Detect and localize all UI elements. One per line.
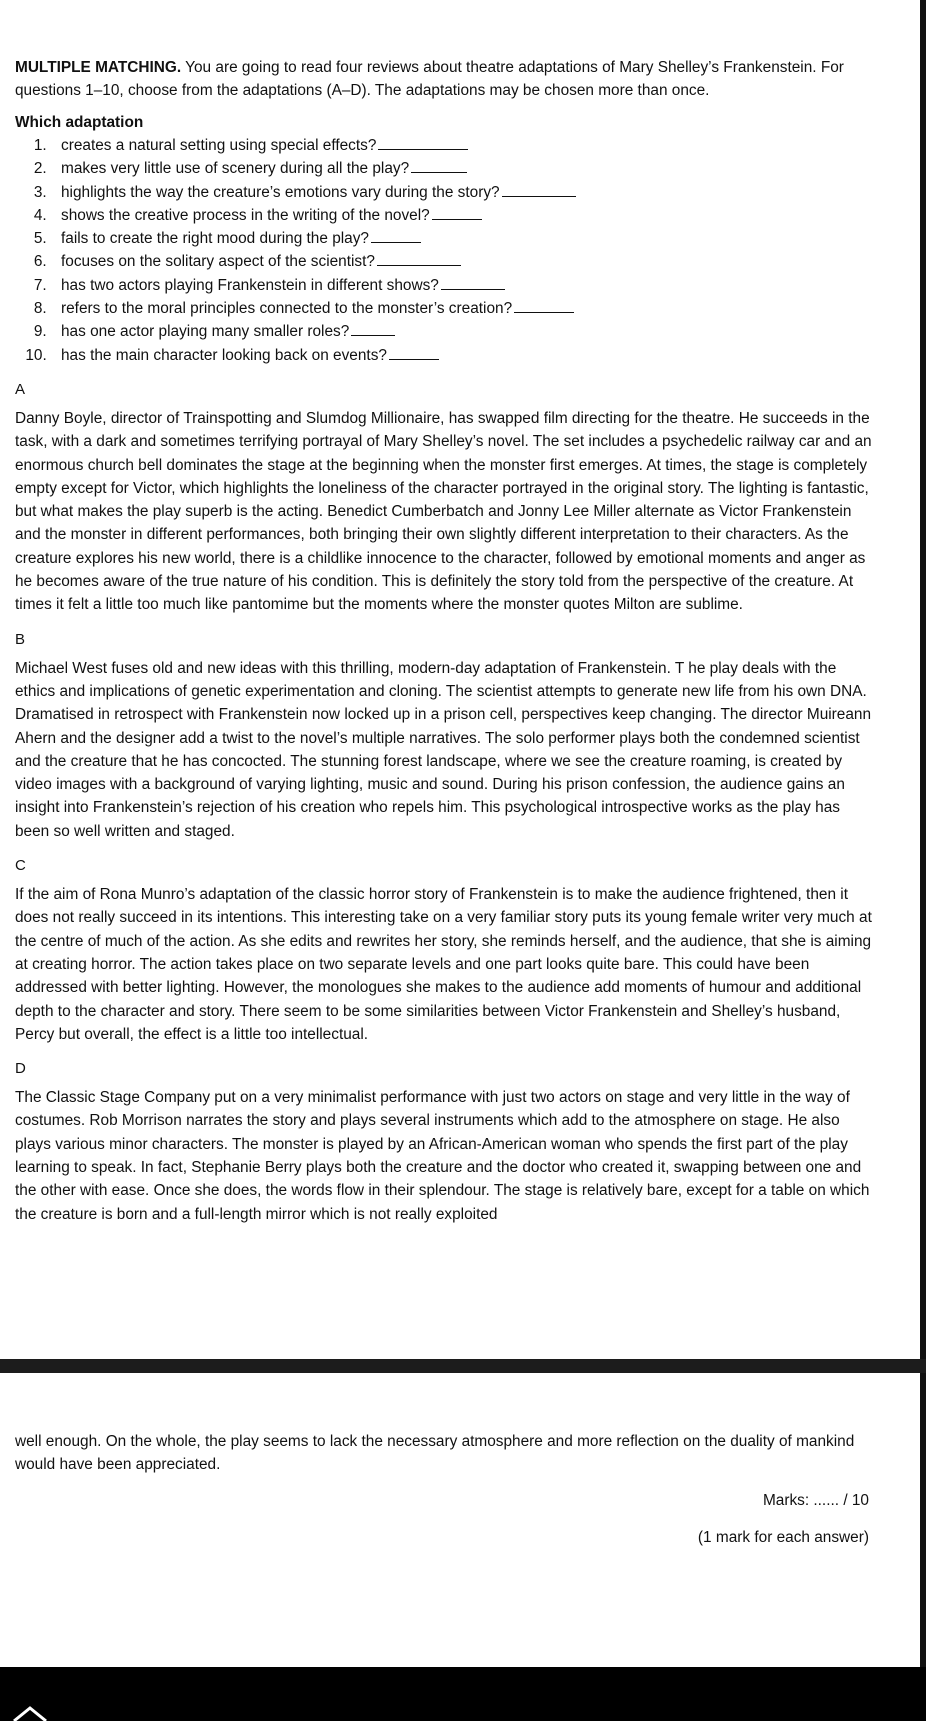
review-text: Michael West fuses old and new ideas with this thrilling, modern-day adaptation of Frankenstein. T he play deals with the ethics and implications of genetic experimentation and cloning. The scientist attempts to generate new life from his own DNA. Dramatised in retrospect with Frankenstein now locked up in a prison cell, perspectives keep changing. The director Muireann Ahern and the designer add a twist to the novel’s multiple narratives. The solo performer plays both the condemned scientist and the creature that he has concocted. The stunning forest landscape, where we see the creature roaming, is created by video images with a background of varying lighting, music and sound. During his prison confession, the audience gains an insight into Frankenstein’s rejection of his creation who repels him. This psychological introspective works as the play has been so well written and staged.: [15, 659, 872, 840]
instructions-text: You are going to read four reviews about theatre adaptations of Mary Shelley’s Frankenstein. For questions 1–10, choose from the adaptations (A–D). The adaptations may be chosen more than once.: [15, 59, 844, 99]
review-text: If the aim of Rona Munro’s adaptation of the classic horror story of Frankenstein is to make the audience frightened, then it does not really succeed in its intentions. This interesting take on a very familiar story puts its young female writer very much at the centre of much of the action. As she edits and rewrites her story, she reminds herself, and the audience, that she is aiming at creating horror. The action takes place on two separate levels and one part looks quite bare. This could have been addressed with better lighting. However, the monologues she makes to the audience add moments of humour and additional depth to the character and story. There seem to be some similarities between Victor Frankenstein and Shelley’s husband, Percy but overall, the effect is a little too intellectual.: [15, 886, 872, 1043]
bottom-toolbar: [0, 1667, 926, 1721]
question-text: has two actors playing Frankenstein in different shows?: [61, 276, 439, 294]
review-a: [15, 379, 875, 617]
answer-blank[interactable]: [377, 253, 461, 266]
question-item: [51, 204, 875, 227]
answer-blank[interactable]: [351, 323, 395, 336]
review-d-continuation: well enough. On the whole, the play seems to lack the necessary atmosphere and more reflection on the duality of mankind would have been appreciated.: [15, 1433, 855, 1474]
review-letter: A: [15, 380, 26, 398]
worksheet-page-1: [15, 56, 875, 1226]
question-item: [51, 227, 875, 250]
answer-blank[interactable]: [432, 207, 482, 220]
answer-blank[interactable]: [502, 184, 576, 197]
answer-blank[interactable]: [389, 347, 439, 360]
review-text: Danny Boyle, director of Trainspotting and Slumdog Millionaire, has swapped film directing for the theatre. He succeeds in the task, with a dark and sometimes terrifying portrayal of Mary Shelley’s novel. The set includes a psychedelic railway car and an enormous church bell dominates the stage at the beginning when the monster first emerges. At times, the stage is completely empty except for Victor, which highlights the loneliness of the character portrayed in the original story. The lighting is fantastic, but what makes the play superb is the acting. Benedict Cumberbatch and Jonny Lee Miller alternate as Victor Frankenstein and the monster in different performances, both bringing their own slightly different interpretation to their characters. As the creature explores his new world, there is a childlike innocence to the character, followed by emotional moments and anger as he becomes aware of the true nature of his condition. This is definitely the story told from the perspective of the creature. At times it felt a little too much like pantomime but the moments where the monster quotes Milton are sublime.: [15, 409, 872, 614]
question-item: [51, 250, 875, 273]
answer-blank[interactable]: [371, 230, 421, 243]
which-adaptation-label: Which adaptation: [15, 114, 144, 131]
question-item: [51, 344, 875, 367]
question-item: [51, 274, 875, 297]
page-right-edge: [920, 0, 926, 1667]
answer-blank[interactable]: [411, 160, 467, 173]
answer-blank[interactable]: [441, 277, 505, 290]
question-text: has the main character looking back on events?: [61, 346, 387, 364]
chevron-up-icon[interactable]: [10, 1704, 50, 1721]
question-text: focuses on the solitary aspect of the scientist?: [61, 253, 375, 271]
marks-note: (1 mark for each answer): [697, 1528, 869, 1546]
question-text: refers to the moral principles connected to the monster’s creation?: [61, 300, 513, 318]
page-break-band: [0, 1359, 926, 1373]
question-item: [51, 181, 875, 204]
review-b: [15, 629, 875, 843]
review-c: [15, 855, 875, 1046]
review-letter: C: [15, 857, 26, 875]
question-text: creates a natural setting using special effects?: [61, 137, 377, 154]
question-text: has one actor playing many smaller roles?: [61, 323, 350, 341]
question-text: makes very little use of scenery during all the play?: [61, 160, 410, 178]
marks-total: Marks: ...... / 10: [762, 1491, 869, 1509]
review-d: [15, 1058, 875, 1226]
question-item: [51, 157, 875, 180]
instructions-heading: MULTIPLE MATCHING.: [15, 59, 182, 76]
worksheet-page-2: [15, 1430, 875, 1549]
instructions: [15, 56, 875, 102]
question-item: [51, 297, 875, 320]
question-text: highlights the way the creature’s emotions vary during the story?: [61, 183, 500, 201]
review-letter: B: [15, 630, 26, 648]
question-item: [51, 320, 875, 343]
question-list: [15, 134, 875, 367]
question-text: shows the creative process in the writing of the novel?: [61, 206, 430, 224]
answer-blank[interactable]: [514, 300, 574, 313]
review-letter: D: [15, 1060, 26, 1078]
review-text: The Classic Stage Company put on a very minimalist performance with just two actors on stage and very little in the way of costumes. Rob Morrison narrates the story and plays several instruments which add to the atmosphere on stage. He also plays various minor characters. The monster is played by an African-American woman who spends the first part of the play learning to speak. In fact, Stephanie Berry plays both the creature and the doctor who created it, swapping between one and the other with ease. Once she does, the words flow in their splendour. The stage is relatively bare, except for a table on which the creature is born and a full-length mirror which is not really exploited: [15, 1089, 870, 1223]
answer-blank[interactable]: [378, 137, 468, 150]
question-item: [51, 134, 875, 157]
question-text: fails to create the right mood during the play?: [61, 230, 369, 248]
